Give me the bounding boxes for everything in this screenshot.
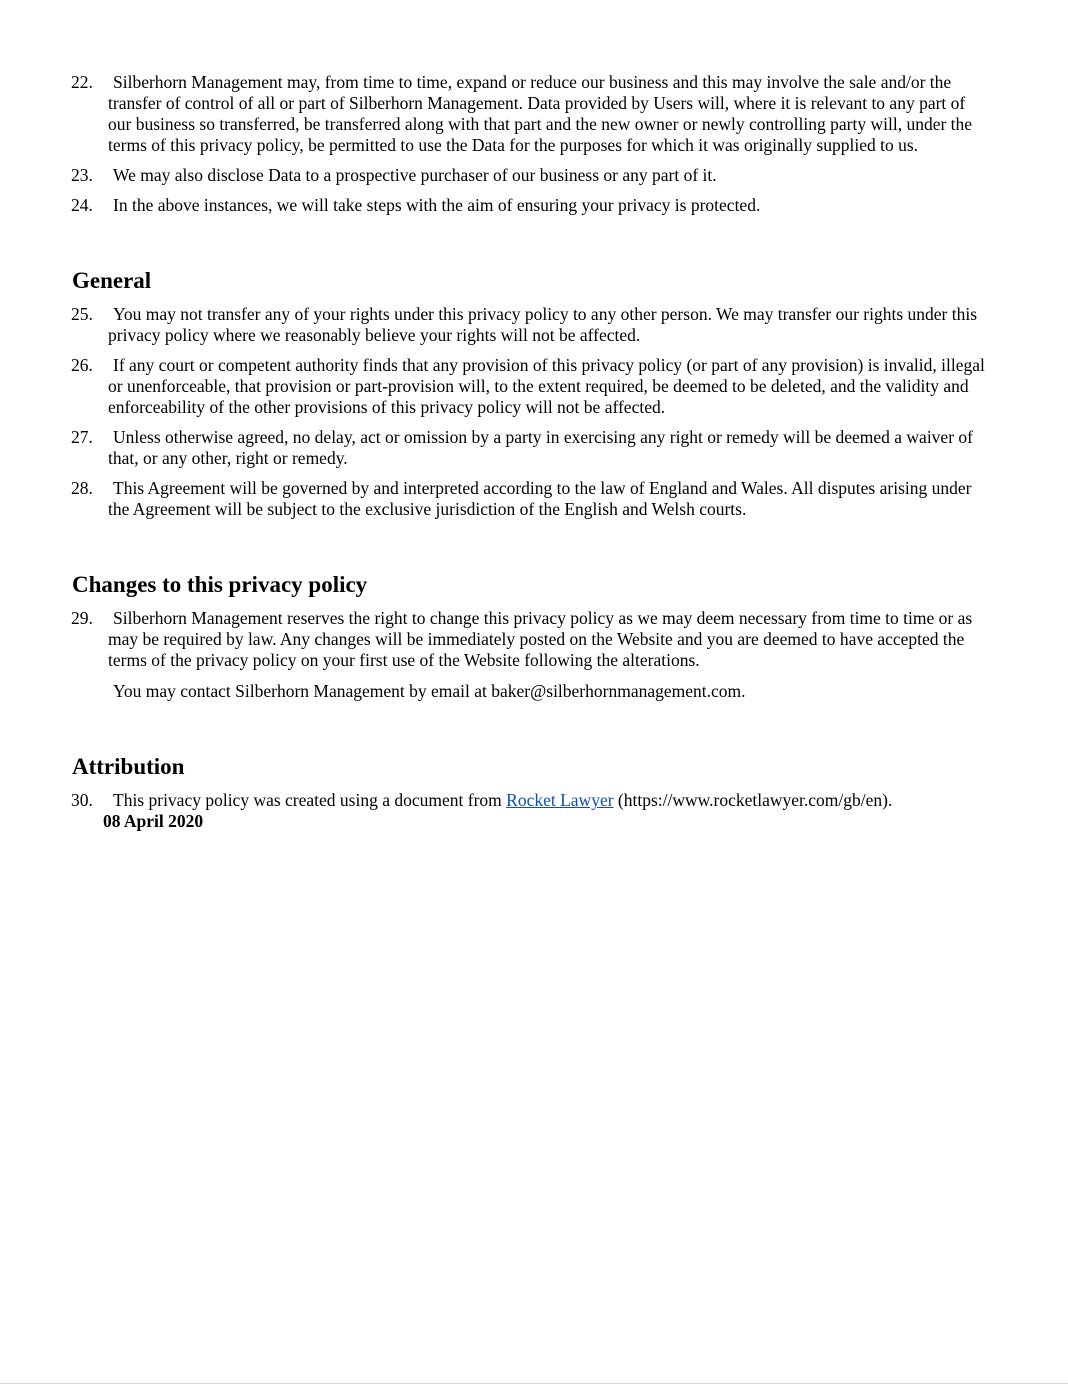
policy-date: 08 April 2020: [103, 811, 204, 831]
item-text: If any court or competent authority finds that any provision of this privacy policy (or part of any provision) is invalid, illegal or unenforceable, that provision or part-provision will, to the extent required, be deemed to be deleted, and the validity and enforceability of the other provisions of this privacy policy will not be affected.: [108, 355, 985, 417]
item-number: 25.: [71, 304, 93, 324]
list-item: [72, 790, 988, 832]
attribution-prefix: This privacy policy was created using a document from: [113, 790, 507, 810]
page-bottom-divider: [0, 1383, 1068, 1384]
item-number: 27.: [71, 427, 93, 447]
item-number: 26.: [71, 355, 93, 375]
document-content: [72, 72, 988, 841]
list-item: [72, 195, 988, 216]
intro-list: [72, 72, 988, 216]
item-text: In the above instances, we will take steps with the aim of ensuring your privacy is protected.: [113, 195, 761, 215]
item-number: 22.: [71, 72, 93, 92]
list-item: [72, 608, 988, 671]
item-text: Unless otherwise agreed, no delay, act or omission by a party in exercising any right or remedy will be deemed a waiver of that, or any other, right or remedy.: [108, 427, 973, 468]
item-text: This Agreement will be governed by and interpreted according to the law of England and Wales. All disputes arising under the Agreement will be subject to the exclusive jurisdiction of the English and Welsh courts.: [108, 478, 972, 519]
list-item: [72, 72, 988, 156]
contact-line: You may contact Silberhorn Management by email at baker@silberhornmanagement.com.: [113, 681, 746, 701]
section-heading-changes: Changes to this privacy policy: [72, 572, 368, 597]
item-number: 24.: [71, 195, 93, 215]
item-text: You may not transfer any of your rights under this privacy policy to any other person. We may transfer our rights under this privacy policy where we reasonably believe your rights will not be affected.: [108, 304, 978, 345]
list-item: [72, 304, 988, 346]
item-number: 29.: [71, 608, 93, 628]
list-item: [72, 165, 988, 186]
attribution-list: [72, 790, 988, 832]
attribution-text: [103, 790, 988, 832]
item-number: 23.: [71, 165, 93, 185]
section-heading-attribution: Attribution: [72, 754, 185, 779]
item-text: Silberhorn Management reserves the right to change this privacy policy as we may deem necessary from time to time or as may be required by law. Any changes will be immediately posted on the Website and you are deemed to have accepted the terms of the privacy policy on your first use of the Website following the alterations.: [108, 608, 973, 670]
item-text: We may also disclose Data to a prospective purchaser of our business or any part of it.: [113, 165, 717, 185]
item-number: 30.: [71, 790, 93, 810]
list-item: [72, 478, 988, 520]
list-item: [72, 355, 988, 418]
changes-list: [72, 608, 988, 671]
general-list: [72, 304, 988, 520]
rocket-lawyer-link[interactable]: Rocket Lawyer: [506, 790, 614, 810]
section-heading-general: General: [72, 268, 152, 293]
item-number: 28.: [71, 478, 93, 498]
list-item: [72, 427, 988, 469]
attribution-suffix: (https://www.rocketlawyer.com/gb/en).: [613, 790, 893, 810]
item-text: Silberhorn Management may, from time to time, expand or reduce our business and this may involve the sale and/or the transfer of control of all or part of Silberhorn Management. Data provided by Users will, where it is relevant to any part of our business so transferred, be transferred along with that part and the new owner or newly controlling party will, under the terms of this privacy policy, be permitted to use the Data for the purposes for which it was originally supplied to us.: [108, 72, 973, 155]
